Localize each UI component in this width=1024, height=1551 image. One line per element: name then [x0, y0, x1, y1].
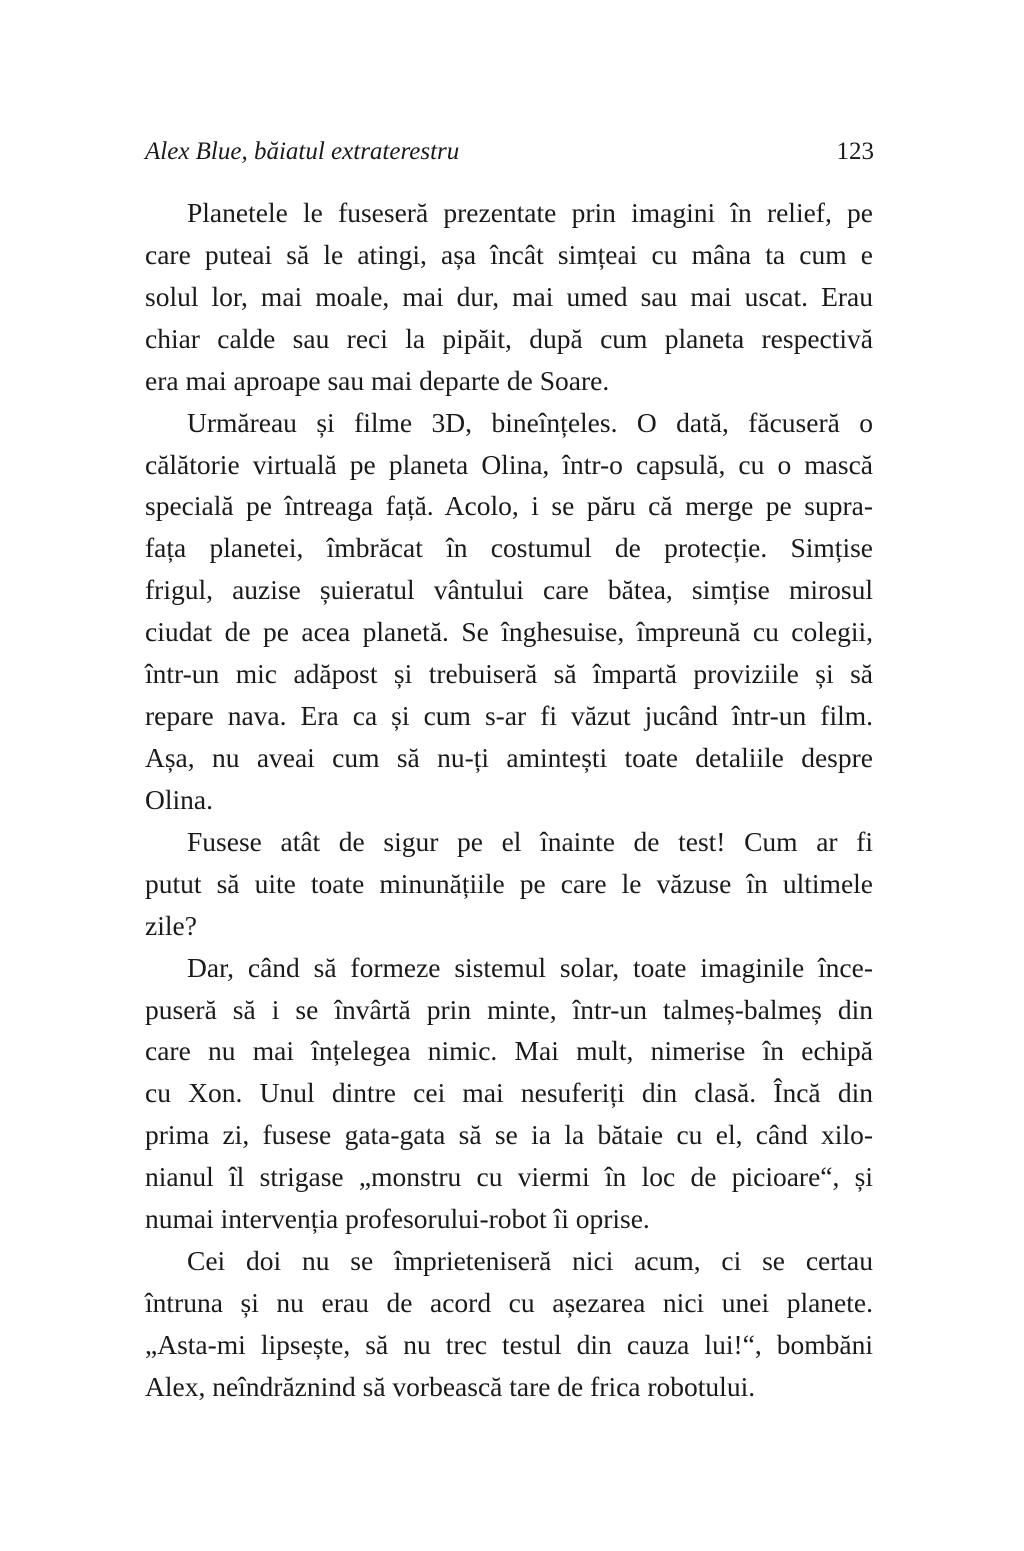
text-line: „Asta-mi lipsește, să nu trec testul din cauza lui!“, bombăni — [145, 1328, 873, 1360]
text-line: nianul îl strigase „monstru cu viermi în loc de picioare“, și — [145, 1161, 873, 1193]
text-line: putut să uite toate minunățiile pe care le văzuse în ultimele — [145, 867, 873, 899]
text-line: zile? — [145, 909, 197, 941]
text-line: chiar calde sau reci la pipăit, după cum planeta respectivă — [145, 322, 873, 354]
text-line: Olina. — [145, 783, 213, 815]
text-line: puseră să i se învârtă prin minte, într-un talmeș-balmeș din — [145, 993, 873, 1025]
text-line: cu Xon. Unul dintre cei mai nesuferiți din clasă. Încă din — [145, 1077, 873, 1109]
text-line: frigul, auzise șuieratul vântului care bătea, simțise mirosul — [145, 574, 873, 606]
text-line: numai intervenția profesorului-robot îi oprise. — [145, 1203, 650, 1235]
body-text — [145, 192, 873, 1408]
text-line: Urmăreau și filme 3D, bineînțeles. O dată, făcuseră o — [187, 406, 873, 438]
page-header — [145, 136, 874, 168]
text-line: specială pe întreaga față. Acolo, i se păru că merge pe supra- — [145, 490, 873, 522]
text-line: Cei doi nu se împrieteniseră nici acum, ci se certau — [187, 1245, 873, 1277]
text-line: prima zi, fusese gata-gata să se ia la bătaie cu el, când xilo- — [145, 1119, 873, 1151]
page-number: 123 — [836, 138, 874, 165]
text-line: Planetele le fuseseră prezentate prin imagini în relief, pe — [187, 197, 873, 228]
text-line: care puteai să le atingi, așa încât simțeai cu mâna ta cum e — [145, 238, 873, 270]
text-line: repare nava. Era ca și cum s-ar fi văzut jucând într-un film. — [145, 700, 873, 732]
text-line: era mai aproape sau mai departe de Soare. — [145, 364, 610, 396]
text-line: întruna și nu erau de acord cu așezarea nici unei planete. — [145, 1286, 873, 1318]
text-line: într-un mic adăpost și trebuiseră să împartă proviziile și să — [145, 658, 873, 690]
text-line: ciudat de pe acea planetă. Se înghesuise, împreună cu colegii, — [145, 616, 873, 648]
text-line: Dar, când să formeze sistemul solar, toate imaginile înce- — [187, 951, 873, 983]
text-line: Alex, neîndrăznind să vorbească tare de frica robotului. — [145, 1370, 756, 1402]
text-line: care nu mai înțelegea nimic. Mai mult, nimerise în echipă — [145, 1035, 873, 1067]
text-line: Așa, nu aveai cum să nu-ți amintești toate detaliile despre — [145, 741, 873, 773]
text-line: fața planetei, îmbrăcat în costumul de protecție. Simțise — [145, 532, 873, 564]
text-line: călătorie virtuală pe planeta Olina, într-o capsulă, cu o mască — [145, 448, 873, 480]
running-title: Alex Blue, băiatul extraterestru — [145, 138, 460, 165]
text-line: Fusese atât de sigur pe el înainte de test! Cum ar fi — [187, 825, 873, 857]
text-line: solul lor, mai moale, mai dur, mai umed sau mai uscat. Erau — [145, 280, 873, 312]
